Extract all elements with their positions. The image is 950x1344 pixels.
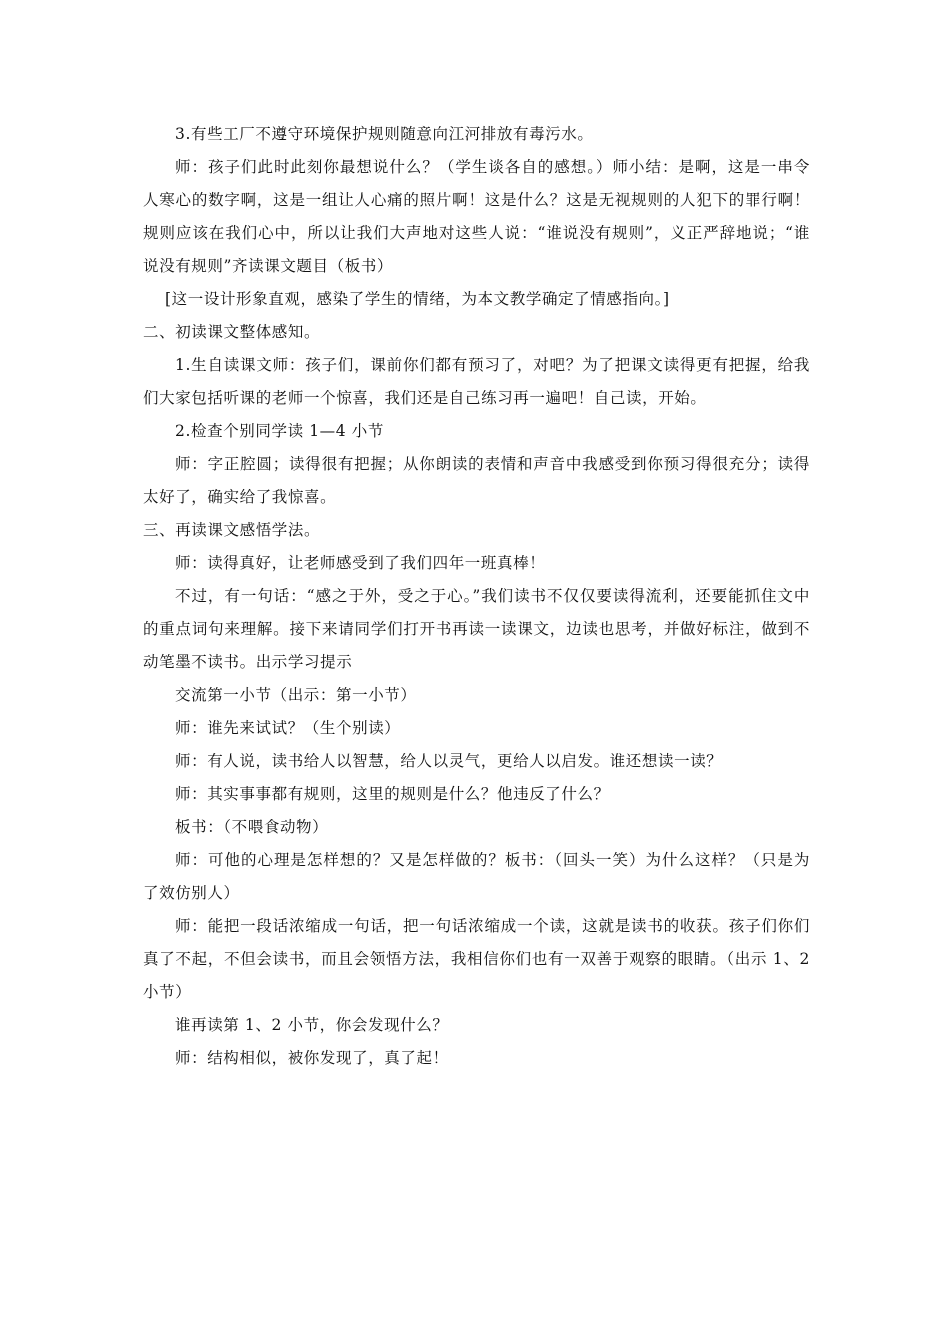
paragraph: 板书：（不喂食动物） (175, 818, 329, 836)
paragraph: 师：可他的心理是怎样想的？又是怎样做的？板书：（回头一笑）为什么这样？（只是为了效仿别人） (143, 851, 810, 902)
paragraph: 师：结构相似，被你发现了，真了起！ (175, 1049, 449, 1067)
paragraph: 师：字正腔圆；读得很有把握；从你朗读的表情和声音中我感受到你预习得很充分；读得太好了，确实给了我惊喜。 (143, 455, 810, 506)
section-heading: 三、再读课文感悟学法。 (143, 521, 321, 539)
paragraph: 师：孩子们此时此刻你最想说什么？（学生谈各自的感想。）师小结：是啊，这是一串令人寒心的数字啊，这是一组让人心痛的照片啊！这是什么？这是无视规则的人犯下的罪行啊！规则应该在我们心中，所以让我们大声地对这些人说：“谁说没有规则”，义正严辞地说；“谁说没有规则”齐读课文题目（板书） (143, 158, 810, 275)
paragraph: 2.检查个别同学读 1—4 小节 (175, 422, 384, 440)
paragraph: 师：有人说，读书给人以智慧，给人以灵气，更给人以启发。谁还想读一读？ (175, 752, 723, 770)
paragraph: 师：能把一段话浓缩成一句话，把一句话浓缩成一个读，这就是读书的收获。孩子们你们真了不起，不但会读书，而且会领悟方法，我相信你们也有一双善于观察的眼睛。（出示 1、2 小节） (143, 917, 810, 1001)
paragraph: 3.有些工厂不遵守环境保护规则随意向江河排放有毒污水。 (175, 125, 594, 143)
paragraph: 师：读得真好，让老师感受到了我们四年一班真棒！ (175, 554, 546, 572)
design-note: [这一设计形象直观，感染了学生的情绪，为本文教学确定了情感指向。] (165, 290, 670, 308)
paragraph: 不过，有一句话：“感之于外，受之于心。”我们读书不仅仅要读得流利，还要能抓住文中的重点词句来理解。接下来请同学们打开书再读一读课文，边读也思考，并做好标注，做到不动笔墨不读书。出示学习提示 (143, 587, 810, 671)
document-body (143, 118, 810, 1075)
paragraph: 师：其实事事都有规则，这里的规则是什么？他违反了什么？ (175, 785, 610, 803)
paragraph: 谁再读第 1、2 小节，你会发现什么？ (175, 1016, 449, 1034)
paragraph: 师：谁先来试试？（生个别读） (175, 719, 401, 737)
paragraph: 交流第一小节（出示：第一小节） (175, 686, 417, 704)
paragraph: 1.生自读课文师：孩子们，课前你们都有预习了，对吧？为了把课文读得更有把握，给我们大家包括听课的老师一个惊喜，我们还是自己练习再一遍吧！自己读，开始。 (143, 356, 810, 407)
section-heading: 二、初读课文整体感知。 (143, 323, 321, 341)
